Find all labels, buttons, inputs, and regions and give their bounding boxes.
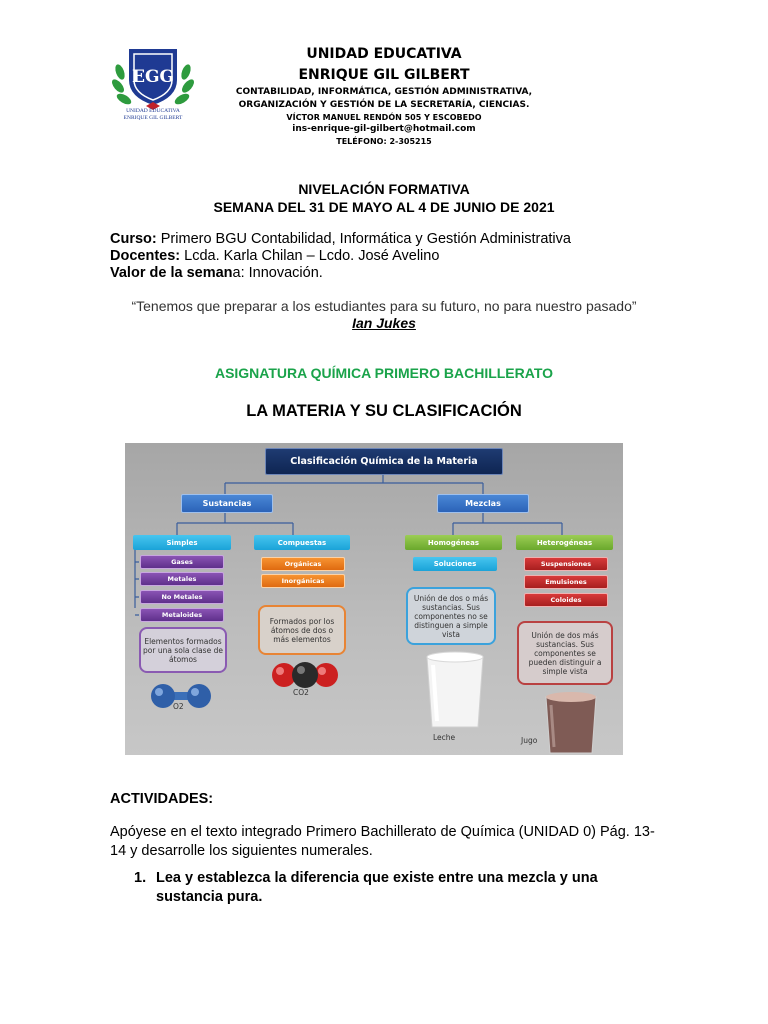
sustancias-box: Sustancias [181, 494, 273, 513]
gases-box: Gases [140, 555, 224, 569]
school-header [196, 44, 572, 147]
course-label: Curso: [110, 231, 157, 247]
organicas-box: Orgánicas [261, 557, 345, 571]
teachers-label: Docentes: [110, 248, 181, 264]
teachers-line [110, 248, 670, 265]
juice-glass-icon [543, 691, 599, 755]
heterogeneas-note: Unión de dos más sustancias. Sus componentes se pueden distinguir a simple vista [517, 621, 613, 685]
subject-heading: ASIGNATURA QUÍMICA PRIMERO BACHILLERATO [214, 365, 554, 381]
heterogeneas-box: Heterogéneas [516, 535, 613, 550]
co2-label: CO2 [293, 688, 309, 697]
matter-classification-diagram [125, 443, 623, 755]
weekly-value-label: Valor de la seman [110, 265, 233, 281]
mezclas-box: Mezclas [437, 494, 529, 513]
course-line [110, 231, 670, 248]
leche-label: Leche [433, 733, 456, 742]
school-email: ins-enrique-gil-gilbert@hotmail.com [292, 124, 476, 134]
homogeneas-box: Homogéneas [405, 535, 502, 550]
metaloides-box: Metaloides [140, 608, 224, 622]
school-specialties-1: CONTABILIDAD, INFORMÁTICA, GESTIÓN ADMINISTRATIVA, [235, 87, 533, 97]
quote-author: Ian Jukes [352, 315, 416, 331]
quote-text: “Tenemos que preparar a los estudiantes para su futuro, no para nuestro pasado” [131, 298, 637, 314]
simples-note: Elementos formados por una sola clase de átomos [139, 627, 227, 673]
inorganicas-box: Inorgánicas [261, 574, 345, 588]
teachers-value: Lcda. Karla Chilan – Lcdo. José Avelino [180, 248, 440, 264]
compuestas-box: Compuestas [254, 535, 350, 550]
course-value: Primero BGU Contabilidad, Informática y Gestión Administrativa [156, 231, 571, 247]
no-metales-box: No Metales [140, 590, 224, 604]
activity-item-1 [134, 869, 654, 907]
logo-monogram: EGG [132, 67, 174, 87]
topic-heading: LA MATERIA Y SU CLASIFICACIÓN [246, 402, 522, 420]
school-address: VÍCTOR MANUEL RENDÓN 505 Y ESCOBEDO [286, 113, 482, 122]
metales-box: Metales [140, 572, 224, 586]
soluciones-box: Soluciones [413, 557, 497, 571]
o2-label: O2 [173, 702, 184, 711]
coloides-box: Coloides [524, 593, 608, 607]
compuestas-note: Formados por los átomos de dos o más elementos [258, 605, 346, 655]
diagram-title-box: Clasificación Química de la Materia [265, 448, 503, 475]
suspensiones-box: Suspensiones [524, 557, 608, 571]
activities-intro: Apóyese en el texto integrado Primero Bachillerato de Química (UNIDAD 0) Pág. 13-14 y desarrolle los siguientes numerales. [110, 824, 655, 859]
simples-box: Simples [133, 535, 231, 550]
weekly-value-line [110, 265, 670, 282]
homogeneas-note: Unión de dos o más sustancias. Sus componentes no se distinguen a simple vista [406, 587, 496, 645]
document-week: SEMANA DEL 31 DE MAYO AL 4 DE JUNIO DE 2021 [213, 199, 555, 215]
co2-molecule-icon [270, 661, 340, 689]
document-title: NIVELACIÓN FORMATIVA [298, 181, 470, 197]
emulsiones-box: Emulsiones [524, 575, 608, 589]
activity-item-number: 1. [134, 870, 147, 886]
school-phone: TELÉFONO: 2-305215 [336, 137, 432, 146]
school-name-line2: ENRIQUE GIL GILBERT [298, 67, 470, 83]
activities-heading: ACTIVIDADES: [110, 791, 214, 807]
school-name-line1: UNIDAD EDUCATIVA [306, 46, 462, 62]
weekly-value-value: a: Innovación. [232, 265, 323, 281]
activity-item-text: Lea y establezca la diferencia que existe entre una mezcla y una sustancia pura. [156, 870, 598, 905]
milk-glass-icon [423, 651, 487, 731]
quote-block [120, 298, 648, 332]
logo-caption: UNIDAD EDUCATIVA ENRIQUE GIL GILBERT [123, 108, 183, 121]
school-specialties-2: ORGANIZACIÓN Y GESTIÓN DE LA SECRETARÍA, CIENCIAS. [238, 100, 530, 110]
jugo-label: Jugo [521, 736, 538, 745]
